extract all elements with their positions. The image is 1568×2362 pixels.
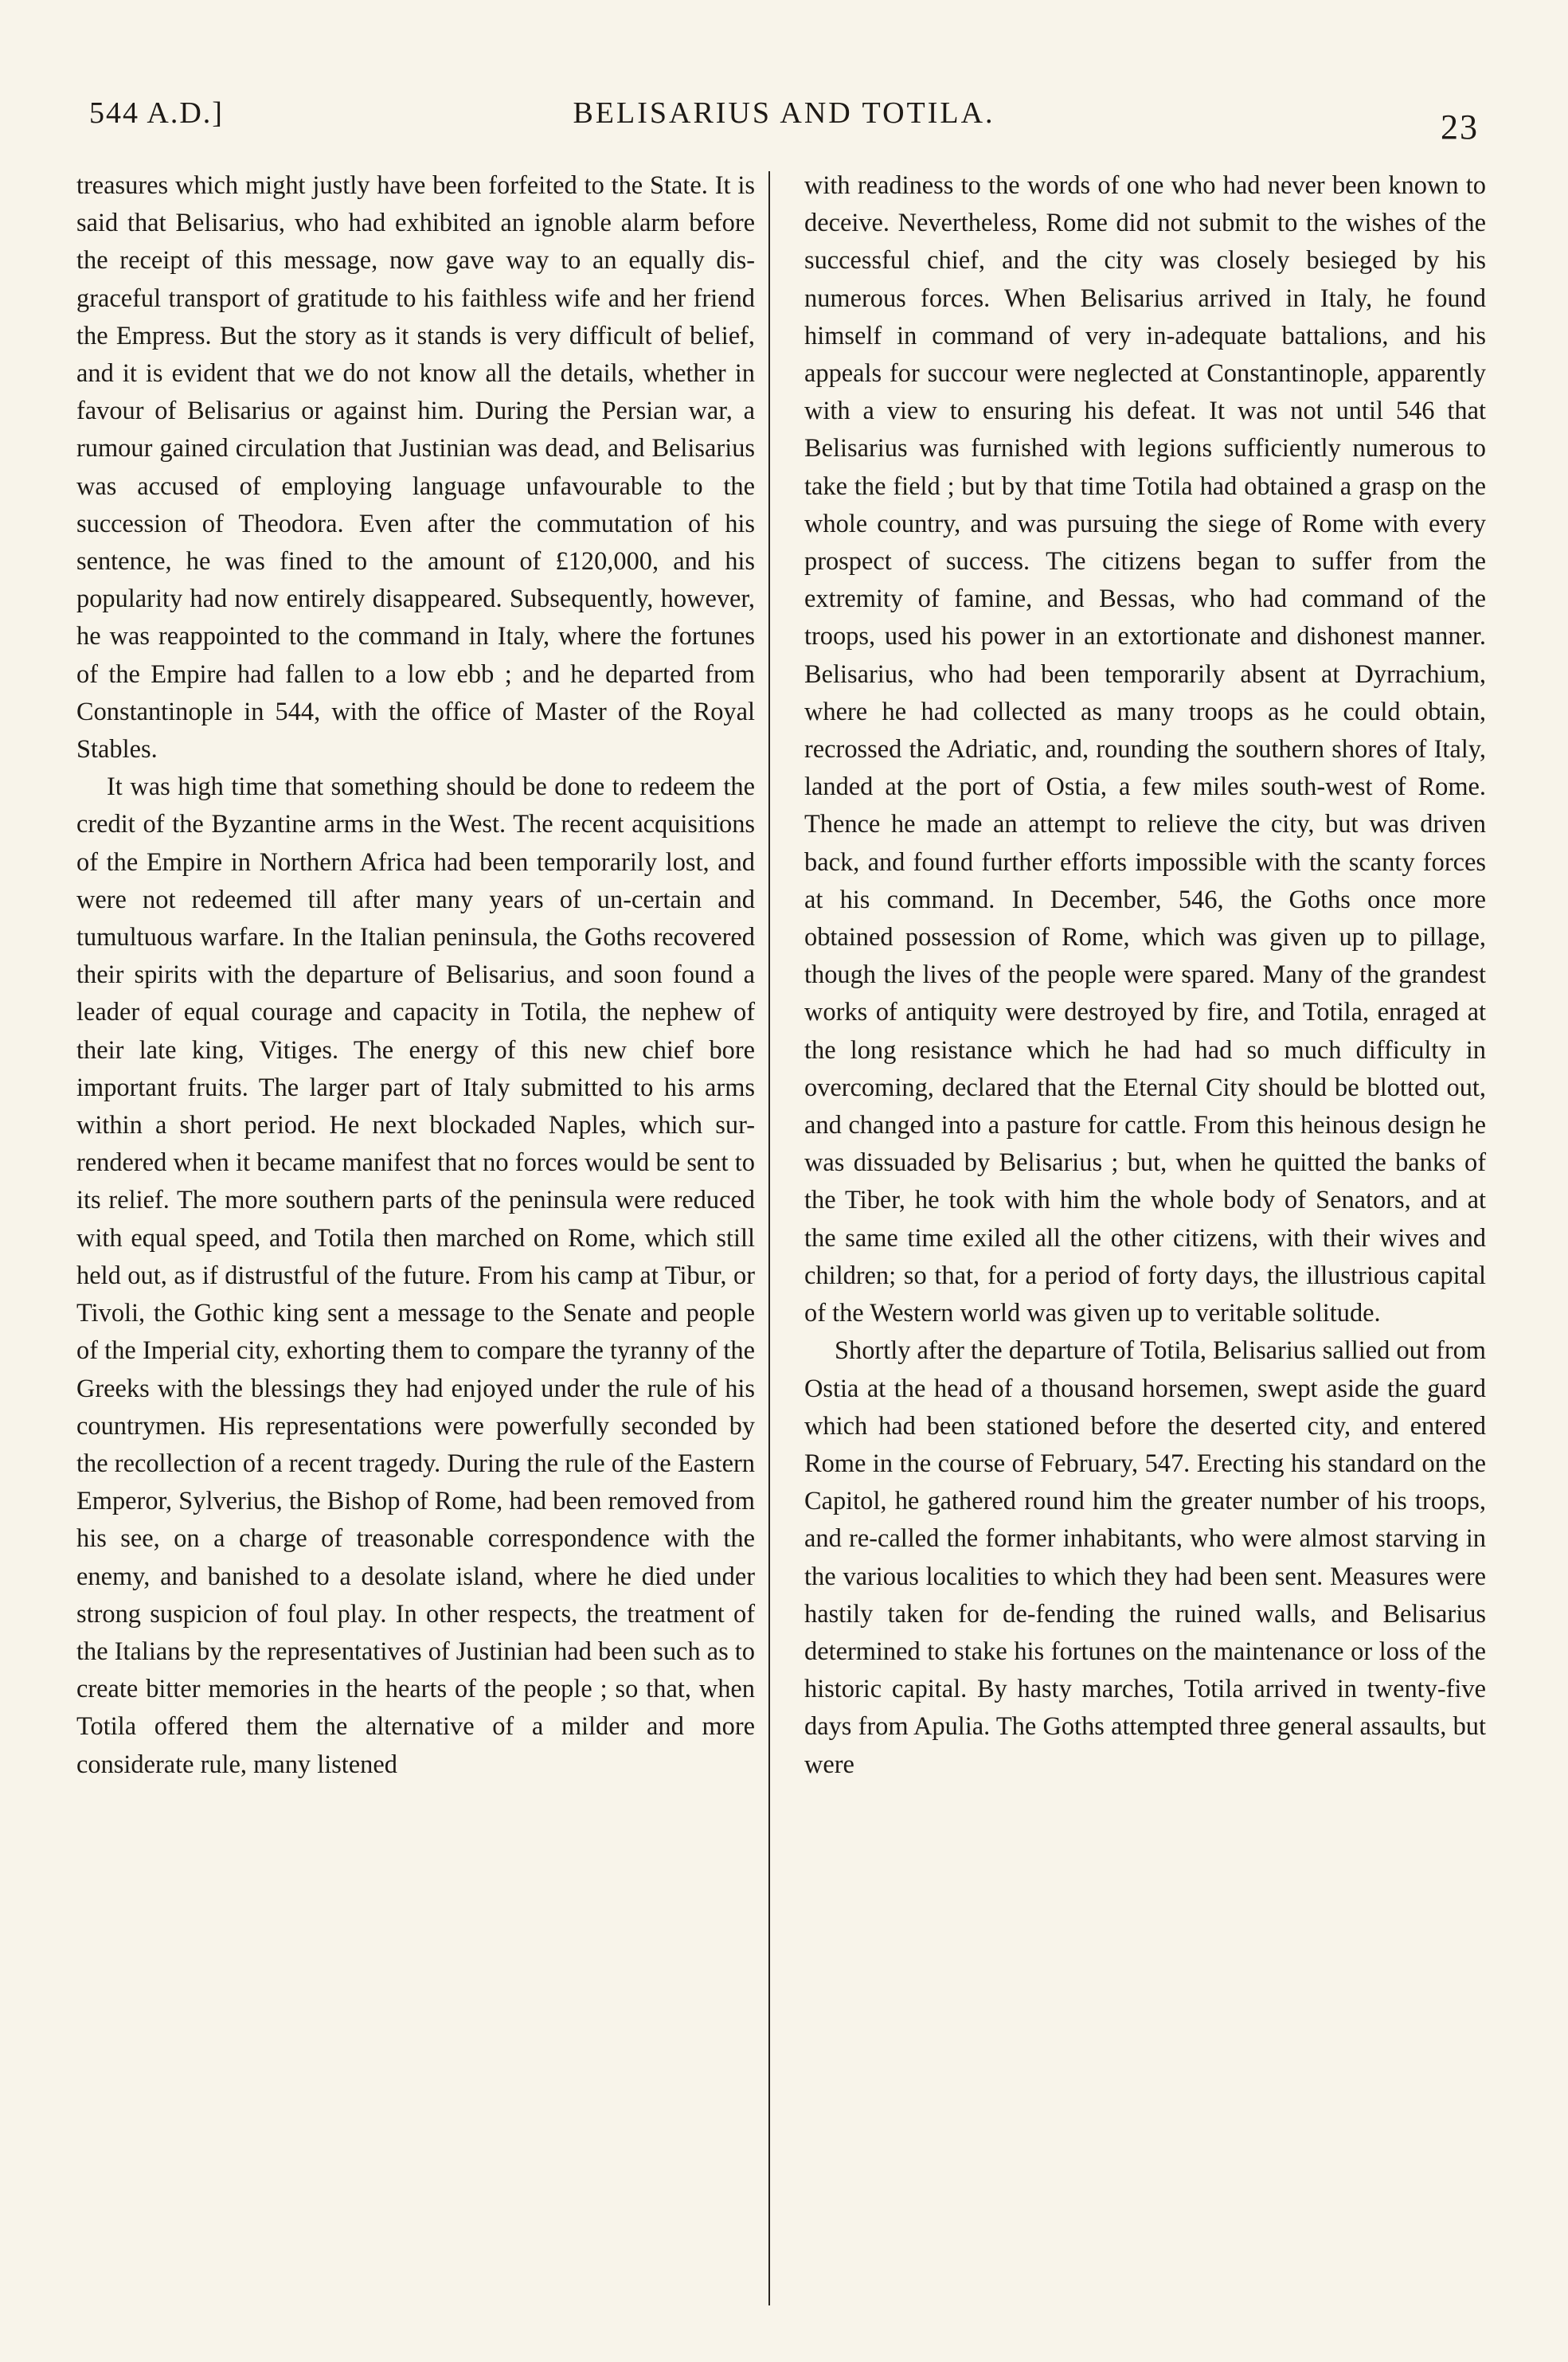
header-title: BELISARIUS AND TOTILA.: [573, 96, 995, 130]
paragraph: It was high time that something should be done to redeem the credit of the Byzantine arms in the West. The recent acquisitions of the Empire in Northern Africa had been temporarily lost, and were not redeemed till after many years of un-certain and tumultuous warfare. In the Italian peninsula, the Goths recovered their spirits with the departure of Belisarius, and soon found a leader of equal courage and capacity in Totila, the nephew of their late king, Vitiges. The energy of this new chief bore important fruits. The larger part of Italy submitted to his arms within a short period. He next blockaded Naples, which sur-rendered when it became manifest that no forces would be sent to its relief. The more southern parts of the peninsula were reduced with equal speed, and Totila then marched on Rome, which still held out, as if distrustful of the future. From his camp at Tibur, or Tivoli, the Gothic king sent a message to the Senate and people of the Imperial city, exhorting them to compare the tyranny of the Greeks with the blessings they had enjoyed under the rule of his countrymen. His representations were powerfully seconded by the recollection of a recent tragedy. During the rule of the Eastern Emperor, Sylverius, the Bishop of Rome, had been removed from his see, on a charge of treasonable correspondence with the enemy, and banished to a desolate island, where he died under strong suspicion of foul play. In other respects, the treatment of the Italians by the representatives of Justinian had been such as to create bitter memories in the hearts of the people ; so that, when Totila offered them the alternative of a milder and more considerate rule, many listened: [76, 772, 755, 1779]
column-divider: [768, 171, 770, 2305]
header-date: 544 A.D.]: [89, 96, 224, 130]
paragraph: with readiness to the words of one who had never been known to deceive. Nevertheless, Rome did not submit to the wishes of the successful chief, and the city was closely besieged by his numerous forces. When Belisarius arrived in Italy, he found himself in command of very in-adequate battalions, and his appeals for succour were neglected at Constantinople, apparently with a view to ensuring his defeat. It was not until 546 that Belisarius was furnished with legions sufficiently numerous to take the field ; but by that time Totila had obtained a grasp on the whole country, and was pursuing the siege of Rome with every prospect of success. The citizens began to suffer from the extremity of famine, and Bessas, who had command of the troops, used his power in an extortionate and dishonest manner. Belisarius, who had been temporarily absent at Dyrrachium, where he had collected as many troops as he could obtain, recrossed the Adriatic, and, rounding the southern shores of Italy, landed at the port of Ostia, a few miles south-west of Rome. Thence he made an attempt to relieve the city, but was driven back, and found further efforts impossible with the scanty forces at his command. In December, 546, the Goths once more obtained possession of Rome, which was given up to pillage, though the lives of the people were spared. Many of the grandest works of antiquity were destroyed by fire, and Totila, enraged at the long resistance which he had had so much difficulty in overcoming, declared that the Eternal City should be blotted out, and changed into a pasture for cattle. From this heinous design he was dissuaded by Belisarius ; but, when he quitted the banks of the Tiber, he took with him the whole body of Senators, and at the same time exiled all the other citizens, with their wives and children; so that, for a period of forty days, the illustrious capital of the Western world was given up to veritable solitude.: [804, 171, 1486, 1328]
left-column: [76, 167, 755, 1784]
right-column: [804, 167, 1486, 1784]
page-number: 23: [1441, 108, 1479, 147]
paragraph: Shortly after the departure of Totila, Belisarius sallied out from Ostia at the head of a thousand horsemen, swept aside the guard which had been stationed before the deserted city, and entered Rome in the course of February, 547. Erecting his standard on the Capitol, he gathered round him the greater number of his troops, and re-called the former inhabitants, who were almost starving in the various localities to which they had been sent. Measures were hastily taken for de-fending the ruined walls, and Belisarius determined to stake his fortunes on the maintenance or loss of the historic capital. By hasty marches, Totila arrived in twenty-five days from Apulia. The Goths attempted three general assaults, but were: [804, 1336, 1486, 1779]
running-header: [89, 89, 1479, 147]
paragraph: treasures which might justly have been forfeited to the State. It is said that Belisarius, who had exhibited an ignoble alarm before the receipt of this message, now gave way to an equally dis-graceful transport of gratitude to his faithless wife and her friend the Empress. But the story as it stands is very difficult of belief, and it is evident that we do not know all the details, whether in favour of Belisarius or against him. During the Persian war, a rumour gained circulation that Justinian was dead, and Belisarius was accused of employing language unfavourable to the succession of Theodora. Even after the commutation of his sentence, he was fined to the amount of £120,000, and his popularity had now entirely disappeared. Subsequently, however, he was reappointed to the command in Italy, where the fortunes of the Empire had fallen to a low ebb ; and he departed from Constantinople in 544, with the office of Master of the Royal Stables.: [76, 171, 755, 765]
